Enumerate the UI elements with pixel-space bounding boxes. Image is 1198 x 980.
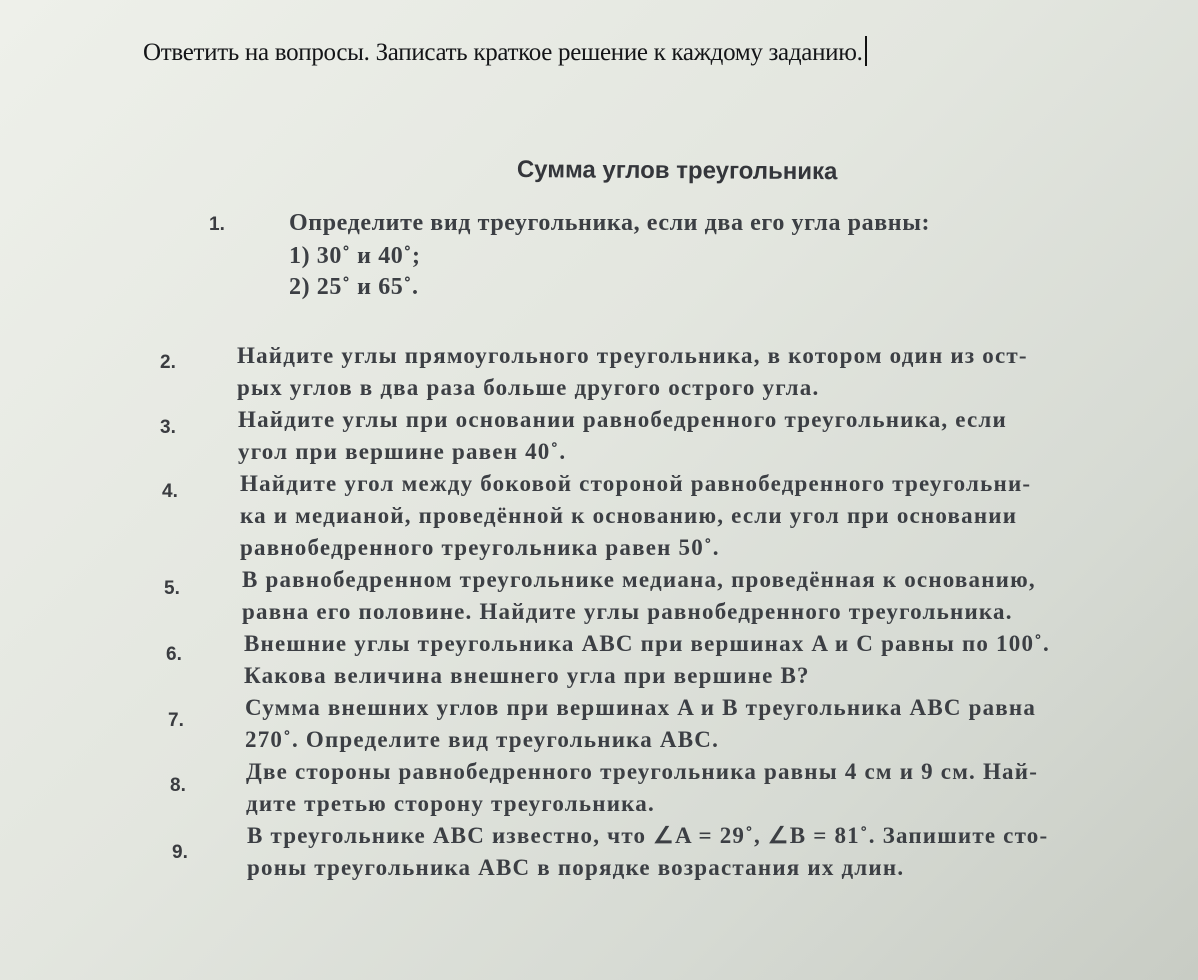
task-line: В равнобедренном треугольнике медиана, проведённая к основанию, xyxy=(242,567,1036,592)
instruction-label: Ответить на вопросы. Записать краткое решение к каждому заданию. xyxy=(143,39,863,66)
task-text xyxy=(244,628,1050,692)
task-text xyxy=(240,468,1031,564)
task-number: 9. xyxy=(172,842,188,863)
task-line: равна его половине. Найдите углы равнобедренного треугольника. xyxy=(242,599,1013,624)
task-line: ка и медианой, проведённой к основанию, если угол при основании xyxy=(240,503,1018,528)
task-line: Две стороны равнобедренного треугольника равны 4 см и 9 см. Най- xyxy=(246,759,1039,784)
task-line: 270˚. Определите вид треугольника ABC. xyxy=(245,727,720,752)
task-line: Сумма внешних углов при вершинах A и B треугольника ABC равна xyxy=(245,695,1037,720)
task-line: Внешние углы треугольника ABC при вершинах A и C равны по 100˚. xyxy=(244,631,1050,656)
task-number: 3. xyxy=(160,417,176,438)
task-number: 1. xyxy=(209,214,225,235)
task-line: Найдите углы прямоугольного треугольника, в котором один из ост- xyxy=(237,343,1028,368)
task-line: Определите вид треугольника, если два его угла равны: xyxy=(289,210,931,236)
task-text xyxy=(289,208,930,303)
task-text xyxy=(237,340,1028,404)
task-subitem: 1) 30˚ и 40˚; xyxy=(289,243,421,269)
section-heading: Сумма углов треугольника xyxy=(516,156,838,186)
task-text xyxy=(245,692,1036,756)
task-number: 8. xyxy=(170,775,186,796)
task-subitem: 2) 25˚ и 65˚. xyxy=(289,274,419,300)
text-cursor xyxy=(865,36,867,66)
task-text xyxy=(242,564,1036,628)
task-number: 5. xyxy=(164,578,180,599)
task-line: угол при вершине равен 40˚. xyxy=(238,439,567,464)
task-line: Найдите углы при основании равнобедренного треугольника, если xyxy=(238,407,1007,432)
instruction-text xyxy=(143,36,867,67)
task-line: дите третью сторону треугольника. xyxy=(246,791,655,816)
task-line: рых углов в два раза больше другого острого угла. xyxy=(237,375,820,400)
task-number: 7. xyxy=(168,710,184,731)
task-number: 4. xyxy=(162,481,178,502)
task-line: Найдите угол между боковой стороной равнобедренного треугольни- xyxy=(240,471,1032,496)
task-text xyxy=(247,820,1048,884)
task-line: Какова величина внешнего угла при вершине B? xyxy=(244,663,810,688)
task-text xyxy=(238,404,1007,468)
task-number: 6. xyxy=(166,644,182,665)
task-number: 2. xyxy=(160,352,176,373)
task-text xyxy=(246,756,1038,820)
task-line: В треугольнике ABC известно, что ∠A = 29˚, ∠B = 81˚. Запишите сто- xyxy=(247,823,1049,848)
task-line: равнобедренного треугольника равен 50˚. xyxy=(240,535,720,560)
task-line: роны треугольника ABC в порядке возрастания их длин. xyxy=(247,855,905,880)
